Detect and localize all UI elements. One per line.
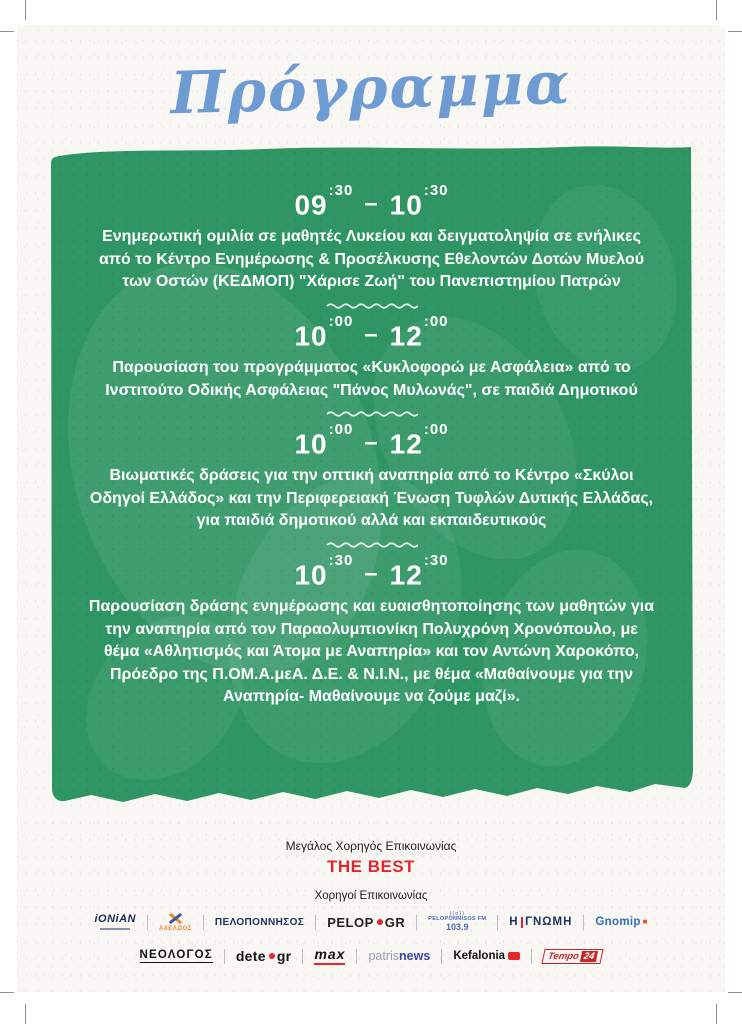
crop-mark xyxy=(716,1004,717,1024)
sponsor-logo-peloponnisos xyxy=(215,917,304,928)
sponsor-logo-row xyxy=(0,941,742,971)
sponsor-logo-row xyxy=(0,905,742,939)
event-description: Βιωματικές δράσεις για την οπτική αναπηρία από το Κέντρο «Σκύλοι Οδηγοί Ελλάδος» και την Περιφερειακή Ένωση Τυφλών Δυτικής Ελλάδας, για παιδιά δημοτικού αλλά και εκπαιδευτικούς xyxy=(89,467,654,530)
dete-wordmark: dete xyxy=(235,948,266,964)
antenna-icon: ((o)) xyxy=(449,910,465,917)
fm-frequency: 103.9 xyxy=(446,922,469,933)
logo-divider xyxy=(416,915,417,930)
time-separator: – xyxy=(364,321,379,349)
logo-divider xyxy=(441,949,442,964)
sponsor-logo-peloponnisos-fm xyxy=(428,912,486,933)
logo-divider xyxy=(203,915,204,930)
sponsor-logo-tempo24 xyxy=(543,949,602,964)
event-description: Παρουσίαση του προγράμματος «Κυκλοφορώ με Ασφάλεια» από το Ινστιτούτο Οδικής Ασφάλειας "Πάνος Μυλωνάς", σε παιδιά Δημοτικού xyxy=(105,359,638,399)
end-minutes: :30 xyxy=(423,551,449,569)
end-minutes: :00 xyxy=(423,421,449,439)
red-dot-icon xyxy=(377,919,383,925)
logo-divider xyxy=(315,915,316,930)
dete-gr-suffix: gr xyxy=(276,948,292,964)
sponsor-logo-dete-gr xyxy=(236,948,292,964)
peloponnisos-wordmark: ΠΕΛΟΠΟΝΝΗΣΟΣ xyxy=(214,916,305,928)
time-range xyxy=(89,551,655,591)
end-hour: 12 xyxy=(389,428,423,460)
kefalonia-wordmark: Kefalonia xyxy=(453,950,506,962)
start-minutes: :00 xyxy=(328,421,354,439)
end-hour: 12 xyxy=(389,559,423,591)
logo-divider xyxy=(224,949,225,964)
event-description: Ενημερωτική ομιλία σε μαθητές Λυκείου και δειγματοληψία σε ενήλικες από το Κέντρο Ενημέρωσης & Προσέλκυσης Εθελοντών Δοτών Μυελού των Οστών (ΚΕΔΜΟΠ) "Χάρισε Ζωή" του Πανεπιστημίου Πατρών xyxy=(98,228,645,291)
wavy-divider xyxy=(326,302,418,310)
event-description: Παρουσίαση δράσης ενημέρωσης και ευαισθητοποίησης των μαθητών για την αναπηρία από τον Παραολυμπιονίκη Πολυχρόνη Χρονόπουλο, με θέμα «Αθλητισμός και Άτομα με Αναπηρία» και τον Αντώνη Χαροκόπο, Πρόεδρο της Π.ΟΜ.Α.μεΑ. Δ.Ε. & Ν.Ι.Ν., με θέμα «Μαθαίνουμε για την Αναπηρία- Μαθαίνουμε να ζούμε μαζί». xyxy=(88,598,655,706)
schedule xyxy=(45,140,698,709)
crop-mark xyxy=(716,0,717,20)
gr-wordmark: GR xyxy=(384,914,406,930)
start-hour: 10 xyxy=(294,428,328,460)
poster-title: Πρόγραμμα xyxy=(169,48,573,128)
schedule-block xyxy=(89,182,655,294)
crop-mark xyxy=(728,31,742,32)
red-dot-icon xyxy=(269,953,275,959)
sponsor-logo-neologos xyxy=(140,949,213,963)
fm-wordmark: PELOPONNISOS FM xyxy=(428,916,487,923)
start-hour: 10 xyxy=(294,559,328,591)
ionian-wordmark: iONiAN xyxy=(94,913,136,926)
gnomip-wordmark: Gnomip xyxy=(595,916,641,928)
time-separator: – xyxy=(364,560,379,588)
crop-mark xyxy=(0,992,14,993)
start-minutes: :00 xyxy=(328,312,354,330)
sponsor-logo-max xyxy=(314,947,345,965)
main-sponsor-name: THE BEST xyxy=(326,857,416,876)
sponsor-logo-ionian xyxy=(94,914,136,930)
time-separator: – xyxy=(364,429,379,457)
crop-mark xyxy=(25,1004,26,1024)
start-minutes: :30 xyxy=(328,182,354,199)
sponsor-logo-i-gnomi xyxy=(509,916,572,928)
start-minutes: :30 xyxy=(328,551,354,569)
neologos-wordmark: ΝΕΟΛΟΓΟΣ xyxy=(139,949,213,961)
max-wordmark: max xyxy=(314,945,346,962)
end-minutes: :30 xyxy=(423,182,449,199)
acheloos-wordmark: ΑΧΕΛΩΟΣ xyxy=(158,925,192,932)
time-range xyxy=(89,421,655,460)
main-sponsor-label: Μεγάλος Χορηγός Επικοινωνίας xyxy=(285,839,457,853)
crop-mark xyxy=(25,0,26,20)
end-hour: 12 xyxy=(389,320,423,352)
acheloos-x-icon xyxy=(168,912,183,925)
time-separator: – xyxy=(364,190,379,218)
sponsor-logo-pelop-gr xyxy=(327,915,405,930)
secondary-sponsor-label: Χορηγοί Επικοινωνίας xyxy=(314,890,428,902)
wavy-divider xyxy=(326,541,418,549)
time-range xyxy=(89,312,655,352)
sponsor-logo-patrisnews xyxy=(368,949,430,963)
logo-divider xyxy=(583,915,584,930)
max-red-bar xyxy=(314,963,345,966)
start-hour: 10 xyxy=(294,320,328,352)
crop-mark xyxy=(728,992,742,993)
logo-divider xyxy=(356,949,357,964)
logo-divider xyxy=(531,949,532,964)
start-hour: 09 xyxy=(294,189,328,221)
end-hour: 10 xyxy=(389,189,423,221)
gnomi-part2: ΓΝΩΜΗ xyxy=(525,916,573,928)
wavy-divider xyxy=(326,410,418,418)
patris-wordmark: patris xyxy=(368,949,400,963)
sponsor-logo-gnomip xyxy=(595,916,647,928)
time-range xyxy=(89,182,655,221)
tempo-number: 24 xyxy=(580,951,599,962)
tempo-wordmark: Tempo xyxy=(546,950,581,962)
news-wordmark: news xyxy=(399,949,431,963)
schedule-block xyxy=(89,421,655,533)
gnomip-square-icon: ■ xyxy=(642,917,648,926)
logo-divider xyxy=(497,915,498,930)
schedule-block xyxy=(89,312,655,402)
tempo24-badge xyxy=(541,949,604,964)
pelop-wordmark: PELOP xyxy=(327,914,374,930)
end-minutes: :00 xyxy=(423,312,449,330)
speech-bubble-icon xyxy=(508,952,520,960)
schedule-block xyxy=(88,551,655,709)
crop-mark xyxy=(0,31,14,32)
logo-divider xyxy=(302,949,303,964)
logo-divider xyxy=(147,915,148,930)
sponsor-logo-acheloos xyxy=(159,912,192,932)
sponsor-logo-kefalonia xyxy=(453,950,520,962)
ionian-underline xyxy=(100,928,130,930)
gnomi-red-bar xyxy=(521,917,524,928)
gnomi-part1: Η xyxy=(509,916,519,928)
